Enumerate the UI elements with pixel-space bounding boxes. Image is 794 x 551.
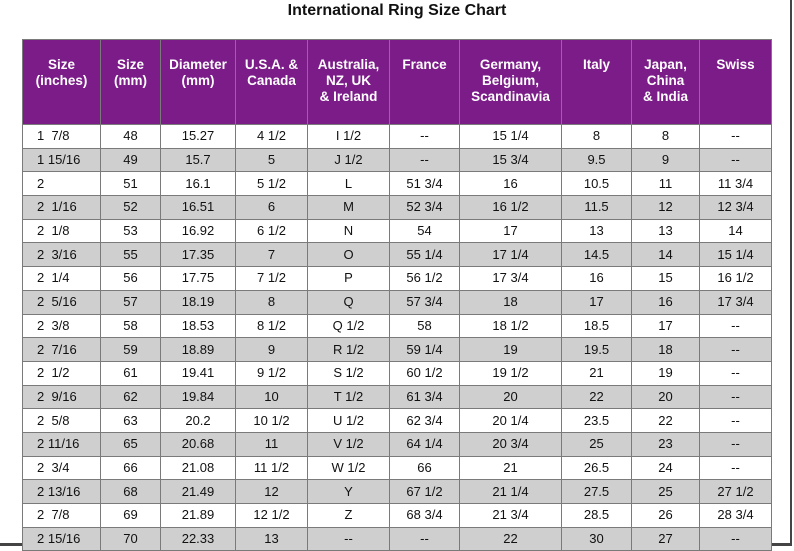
table-cell: 12 3/4 bbox=[700, 196, 772, 220]
table-cell: 18.53 bbox=[161, 314, 236, 338]
table-cell: 2 5/8 bbox=[23, 409, 101, 433]
table-cell: -- bbox=[390, 125, 460, 149]
table-cell: 16.51 bbox=[161, 196, 236, 220]
table-cell: 17.75 bbox=[161, 267, 236, 291]
table-row bbox=[23, 290, 772, 314]
column-header-line: Canada bbox=[247, 73, 296, 88]
column-header-line: (mm) bbox=[181, 73, 215, 88]
table-cell: 51 bbox=[101, 172, 161, 196]
table-cell: 70 bbox=[101, 527, 161, 551]
column-header-line: Size bbox=[47, 57, 75, 72]
table-cell: 11 1/2 bbox=[236, 456, 308, 480]
table-cell: 21 bbox=[460, 456, 562, 480]
column-header bbox=[390, 40, 460, 125]
table-cell: 2 3/8 bbox=[23, 314, 101, 338]
table-cell: 2 3/16 bbox=[23, 243, 101, 267]
table-cell: 9 1/2 bbox=[236, 361, 308, 385]
table-cell: 2 13/16 bbox=[23, 480, 101, 504]
table-cell: 65 bbox=[101, 432, 161, 456]
table-row bbox=[23, 361, 772, 385]
column-header bbox=[632, 40, 700, 125]
table-cell: 52 3/4 bbox=[390, 196, 460, 220]
column-header-line: China bbox=[646, 73, 685, 88]
table-row bbox=[23, 196, 772, 220]
table-cell: 55 bbox=[101, 243, 161, 267]
column-header-line: Australia, bbox=[317, 57, 380, 72]
column-header-line: (mm) bbox=[114, 73, 147, 88]
table-cell: L bbox=[308, 172, 390, 196]
table-cell: W 1/2 bbox=[308, 456, 390, 480]
table-row bbox=[23, 409, 772, 433]
table-row bbox=[23, 125, 772, 149]
table-cell: 12 bbox=[236, 480, 308, 504]
table-cell: 25 bbox=[632, 480, 700, 504]
table-cell: 62 bbox=[101, 385, 161, 409]
table-cell: 15 3/4 bbox=[460, 148, 562, 172]
table-cell: 60 1/2 bbox=[390, 361, 460, 385]
column-header-line: U.S.A. & bbox=[244, 57, 299, 72]
table-cell: 16 1/2 bbox=[700, 267, 772, 291]
table-cell: -- bbox=[700, 527, 772, 551]
ring-size-table bbox=[22, 39, 772, 551]
table-cell: I 1/2 bbox=[308, 125, 390, 149]
table-cell: 67 1/2 bbox=[390, 480, 460, 504]
table-cell: 27 bbox=[632, 527, 700, 551]
table-cell: 14 bbox=[632, 243, 700, 267]
table-cell: 61 3/4 bbox=[390, 385, 460, 409]
table-cell: 25 bbox=[562, 432, 632, 456]
table-cell: 16 bbox=[632, 290, 700, 314]
column-header-line: & Ireland bbox=[319, 89, 378, 104]
table-cell: 17 bbox=[562, 290, 632, 314]
table-row bbox=[23, 504, 772, 528]
table-row bbox=[23, 456, 772, 480]
table-cell: 17.35 bbox=[161, 243, 236, 267]
table-cell: 56 bbox=[101, 267, 161, 291]
table-cell: 21.08 bbox=[161, 456, 236, 480]
table-cell: -- bbox=[700, 385, 772, 409]
table-cell: 7 1/2 bbox=[236, 267, 308, 291]
column-header-line: Belgium, bbox=[481, 73, 539, 88]
table-cell: 2 7/16 bbox=[23, 338, 101, 362]
table-cell: 4 1/2 bbox=[236, 125, 308, 149]
table-cell: T 1/2 bbox=[308, 385, 390, 409]
table-cell: 19.84 bbox=[161, 385, 236, 409]
table-cell: 2 bbox=[23, 172, 101, 196]
table-cell: 26 bbox=[632, 504, 700, 528]
table-cell: 15 1/4 bbox=[700, 243, 772, 267]
table-cell: 10 1/2 bbox=[236, 409, 308, 433]
table-cell: 17 3/4 bbox=[460, 267, 562, 291]
table-cell: 11 bbox=[236, 432, 308, 456]
table-cell: 7 bbox=[236, 243, 308, 267]
table-cell: O bbox=[308, 243, 390, 267]
column-header-line: Italy bbox=[582, 57, 610, 72]
table-cell: V 1/2 bbox=[308, 432, 390, 456]
table-cell: -- bbox=[308, 527, 390, 551]
table-cell: -- bbox=[700, 456, 772, 480]
table-cell: 27 1/2 bbox=[700, 480, 772, 504]
table-cell: 26.5 bbox=[562, 456, 632, 480]
table-row bbox=[23, 172, 772, 196]
table-cell: 20 bbox=[460, 385, 562, 409]
table-cell: -- bbox=[700, 361, 772, 385]
table-cell: 54 bbox=[390, 219, 460, 243]
table-cell: 21.89 bbox=[161, 504, 236, 528]
column-header-line: & India bbox=[642, 89, 688, 104]
table-row bbox=[23, 314, 772, 338]
table-cell: Y bbox=[308, 480, 390, 504]
table-cell: -- bbox=[700, 125, 772, 149]
table-cell: 57 bbox=[101, 290, 161, 314]
table-cell: 2 1/2 bbox=[23, 361, 101, 385]
table-cell: 19 1/2 bbox=[460, 361, 562, 385]
table-cell: 8 bbox=[632, 125, 700, 149]
table-cell: 8 bbox=[562, 125, 632, 149]
table-cell: 30 bbox=[562, 527, 632, 551]
table-cell: 49 bbox=[101, 148, 161, 172]
table-cell: U 1/2 bbox=[308, 409, 390, 433]
table-cell: 2 3/4 bbox=[23, 456, 101, 480]
column-header-line: Germany, bbox=[479, 57, 542, 72]
table-cell: 28.5 bbox=[562, 504, 632, 528]
table-body bbox=[23, 125, 772, 551]
table-cell: 15.27 bbox=[161, 125, 236, 149]
table-cell: 22.33 bbox=[161, 527, 236, 551]
table-cell: -- bbox=[700, 314, 772, 338]
table-cell: 16.1 bbox=[161, 172, 236, 196]
table-cell: 68 bbox=[101, 480, 161, 504]
table-cell: N bbox=[308, 219, 390, 243]
table-cell: Q 1/2 bbox=[308, 314, 390, 338]
table-cell: 11 bbox=[632, 172, 700, 196]
table-cell: 28 3/4 bbox=[700, 504, 772, 528]
table-row bbox=[23, 480, 772, 504]
table-cell: 18 1/2 bbox=[460, 314, 562, 338]
table-cell: 13 bbox=[632, 219, 700, 243]
table-cell: 68 3/4 bbox=[390, 504, 460, 528]
table-cell: 17 bbox=[460, 219, 562, 243]
column-header bbox=[308, 40, 390, 125]
column-header-line: Size bbox=[116, 57, 144, 72]
table-cell: Q bbox=[308, 290, 390, 314]
table-cell: 6 bbox=[236, 196, 308, 220]
table-cell: 1 15/16 bbox=[23, 148, 101, 172]
column-header bbox=[161, 40, 236, 125]
header-row bbox=[23, 40, 772, 125]
column-header-line: (inches) bbox=[35, 73, 88, 88]
table-cell: -- bbox=[390, 148, 460, 172]
table-cell: 2 11/16 bbox=[23, 432, 101, 456]
table-row bbox=[23, 243, 772, 267]
table-cell: 22 bbox=[562, 385, 632, 409]
table-cell: 48 bbox=[101, 125, 161, 149]
table-cell: 2 1/4 bbox=[23, 267, 101, 291]
table-cell: 17 bbox=[632, 314, 700, 338]
table-cell: 9 bbox=[632, 148, 700, 172]
table-cell: -- bbox=[700, 148, 772, 172]
table-cell: 66 bbox=[101, 456, 161, 480]
table-cell: R 1/2 bbox=[308, 338, 390, 362]
table-cell: 21 1/4 bbox=[460, 480, 562, 504]
table-cell: 2 1/16 bbox=[23, 196, 101, 220]
table-cell: 20 3/4 bbox=[460, 432, 562, 456]
table-cell: -- bbox=[700, 338, 772, 362]
table-cell: 11 3/4 bbox=[700, 172, 772, 196]
column-header-line: Swiss bbox=[716, 57, 755, 72]
table-cell: 13 bbox=[236, 527, 308, 551]
table-row bbox=[23, 219, 772, 243]
table-cell: 63 bbox=[101, 409, 161, 433]
table-cell: 18.89 bbox=[161, 338, 236, 362]
table-cell: 23.5 bbox=[562, 409, 632, 433]
table-cell: 14.5 bbox=[562, 243, 632, 267]
table-cell: 53 bbox=[101, 219, 161, 243]
table-cell: 16 bbox=[460, 172, 562, 196]
column-header bbox=[23, 40, 101, 125]
column-header bbox=[101, 40, 161, 125]
table-cell: 16.92 bbox=[161, 219, 236, 243]
table-row bbox=[23, 148, 772, 172]
column-header-line: NZ, UK bbox=[326, 73, 371, 88]
table-cell: 21 bbox=[562, 361, 632, 385]
table-cell: 13 bbox=[562, 219, 632, 243]
table-cell: 15 bbox=[632, 267, 700, 291]
table-cell: 15 1/4 bbox=[460, 125, 562, 149]
table-cell: 2 7/8 bbox=[23, 504, 101, 528]
column-header-line: Diameter bbox=[169, 57, 227, 72]
table-cell: 21.49 bbox=[161, 480, 236, 504]
table-cell: 2 5/16 bbox=[23, 290, 101, 314]
table-cell: 20 bbox=[632, 385, 700, 409]
table-cell: 18.19 bbox=[161, 290, 236, 314]
table-cell: 1 7/8 bbox=[23, 125, 101, 149]
table-cell: 17 3/4 bbox=[700, 290, 772, 314]
table-cell: 18 bbox=[460, 290, 562, 314]
table-cell: 14 bbox=[700, 219, 772, 243]
table-cell: 10 bbox=[236, 385, 308, 409]
table-cell: 22 bbox=[632, 409, 700, 433]
table-cell: 18 bbox=[632, 338, 700, 362]
table-cell: 57 3/4 bbox=[390, 290, 460, 314]
table-cell: -- bbox=[700, 432, 772, 456]
table-row bbox=[23, 267, 772, 291]
table-cell: 2 1/8 bbox=[23, 219, 101, 243]
table-cell: -- bbox=[700, 409, 772, 433]
table-cell: 69 bbox=[101, 504, 161, 528]
table-cell: 20.2 bbox=[161, 409, 236, 433]
table-cell: 2 9/16 bbox=[23, 385, 101, 409]
table-cell: 12 bbox=[632, 196, 700, 220]
table-cell: 22 bbox=[460, 527, 562, 551]
table-cell: 16 bbox=[562, 267, 632, 291]
table-cell: 19 bbox=[460, 338, 562, 362]
table-cell: 17 1/4 bbox=[460, 243, 562, 267]
table-cell: 19.41 bbox=[161, 361, 236, 385]
table-cell: 59 1/4 bbox=[390, 338, 460, 362]
table-cell: -- bbox=[390, 527, 460, 551]
table-cell: S 1/2 bbox=[308, 361, 390, 385]
table-cell: 21 3/4 bbox=[460, 504, 562, 528]
table-cell: 10.5 bbox=[562, 172, 632, 196]
column-header bbox=[700, 40, 772, 125]
column-header bbox=[460, 40, 562, 125]
table-cell: 24 bbox=[632, 456, 700, 480]
table-cell: 8 bbox=[236, 290, 308, 314]
table-cell: 20 1/4 bbox=[460, 409, 562, 433]
column-header bbox=[562, 40, 632, 125]
table-cell: 58 bbox=[390, 314, 460, 338]
table-cell: 61 bbox=[101, 361, 161, 385]
column-header-line: France bbox=[402, 57, 447, 72]
table-row bbox=[23, 385, 772, 409]
column-header-line: Japan, bbox=[644, 57, 687, 72]
table-row bbox=[23, 338, 772, 362]
table-cell: 19 bbox=[632, 361, 700, 385]
table-cell: 20.68 bbox=[161, 432, 236, 456]
table-cell: 56 1/2 bbox=[390, 267, 460, 291]
table-cell: 12 1/2 bbox=[236, 504, 308, 528]
table-row bbox=[23, 527, 772, 551]
table-cell: 5 1/2 bbox=[236, 172, 308, 196]
table-cell: 52 bbox=[101, 196, 161, 220]
table-cell: 6 1/2 bbox=[236, 219, 308, 243]
table-cell: J 1/2 bbox=[308, 148, 390, 172]
column-header-line: Scandinavia bbox=[471, 89, 550, 104]
chart-title: International Ring Size Chart bbox=[287, 2, 507, 19]
table-cell: 9 bbox=[236, 338, 308, 362]
table-cell: 5 bbox=[236, 148, 308, 172]
table-cell: 59 bbox=[101, 338, 161, 362]
table-row bbox=[23, 432, 772, 456]
table-cell: 15.7 bbox=[161, 148, 236, 172]
table-cell: 16 1/2 bbox=[460, 196, 562, 220]
column-header bbox=[236, 40, 308, 125]
table-cell: 58 bbox=[101, 314, 161, 338]
table-cell: M bbox=[308, 196, 390, 220]
table-cell: 8 1/2 bbox=[236, 314, 308, 338]
table-cell: Z bbox=[308, 504, 390, 528]
table-cell: 64 1/4 bbox=[390, 432, 460, 456]
table-cell: 19.5 bbox=[562, 338, 632, 362]
table-cell: 11.5 bbox=[562, 196, 632, 220]
table-cell: P bbox=[308, 267, 390, 291]
table-cell: 18.5 bbox=[562, 314, 632, 338]
table-cell: 66 bbox=[390, 456, 460, 480]
table-cell: 23 bbox=[632, 432, 700, 456]
table-cell: 51 3/4 bbox=[390, 172, 460, 196]
table-cell: 27.5 bbox=[562, 480, 632, 504]
table-cell: 9.5 bbox=[562, 148, 632, 172]
table-cell: 55 1/4 bbox=[390, 243, 460, 267]
table-cell: 2 15/16 bbox=[23, 527, 101, 551]
table-cell: 62 3/4 bbox=[390, 409, 460, 433]
